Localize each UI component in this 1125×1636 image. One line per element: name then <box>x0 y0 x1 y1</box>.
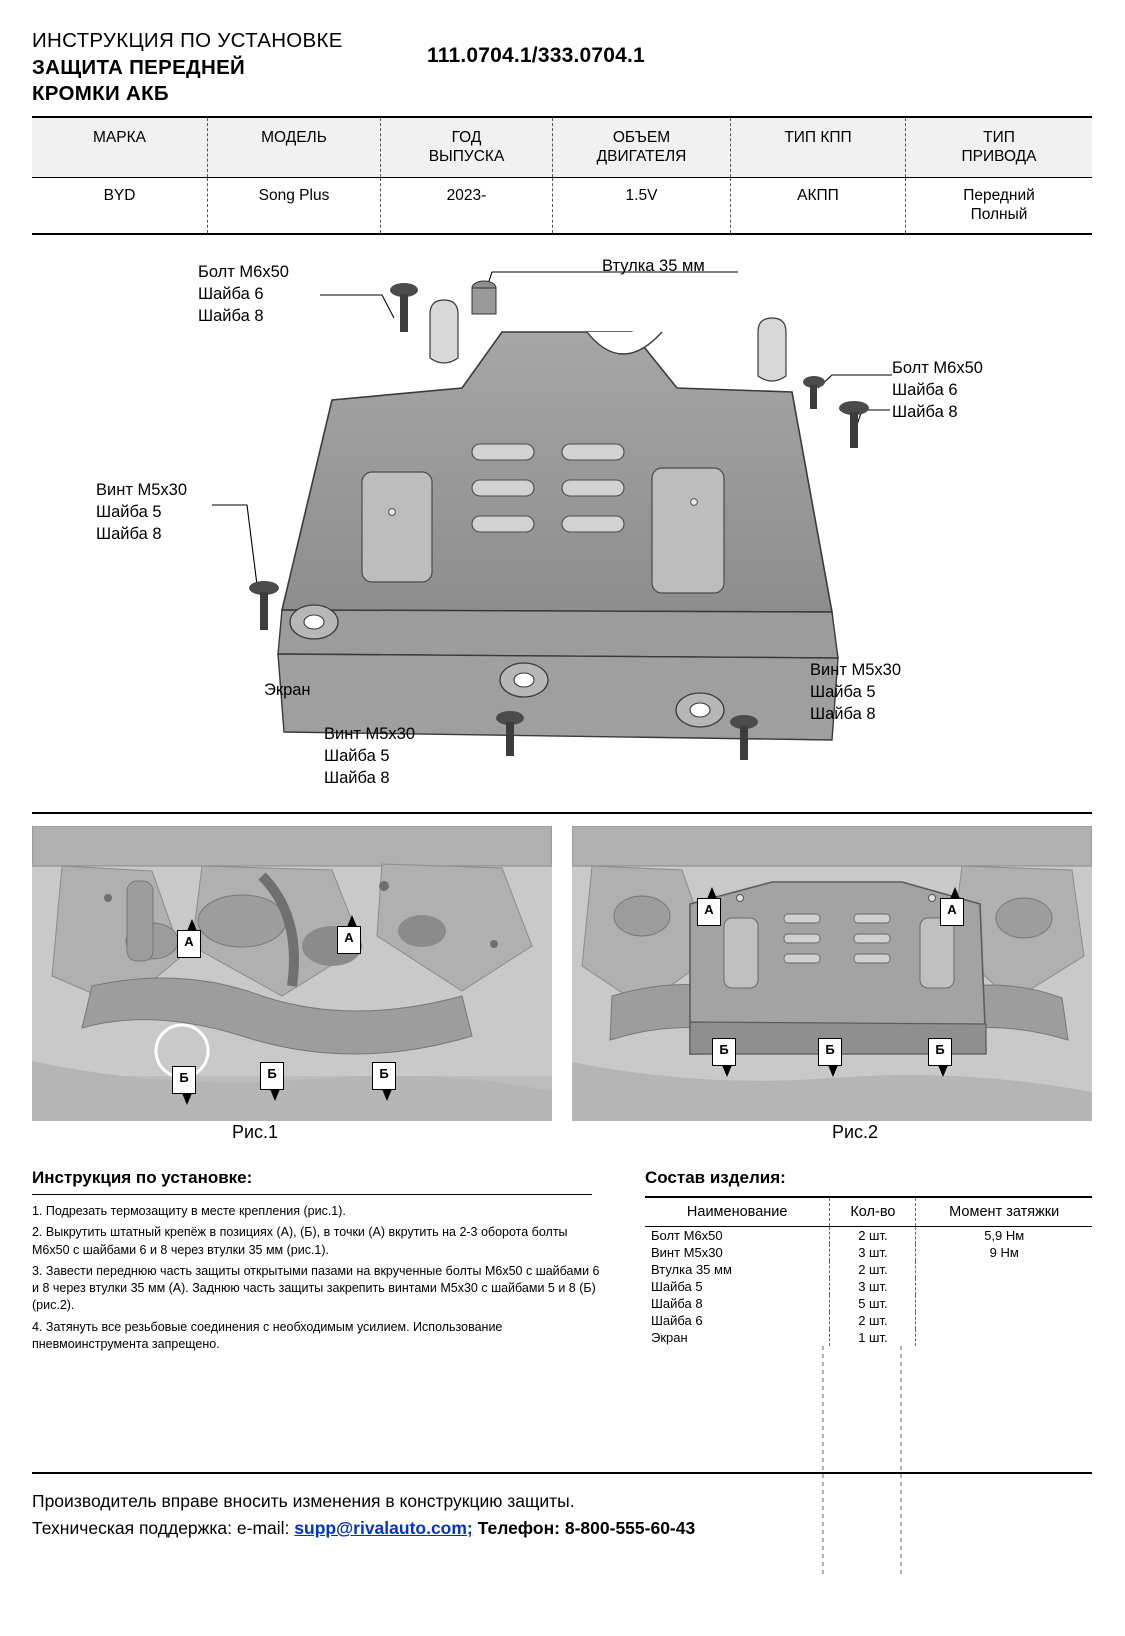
figure-2-marker-b-1: Б <box>712 1038 736 1066</box>
document-header <box>32 28 1092 108</box>
document-footer <box>32 1488 1092 1542</box>
figure-1-marker-a-1: А <box>177 930 201 958</box>
part-torque <box>916 1278 1092 1295</box>
part-torque: 9 Нм <box>916 1244 1092 1261</box>
parts-col-torque: Момент затяжки <box>916 1197 1092 1227</box>
instruction-step-3: 3. Завести переднюю часть защиты открытыми пазами на вкрученные болты M6x50 с шайбами 6 и 8 через втулки 35 мм (А). Заднюю часть защиты закрепить винтами M5x30 с шайбами 5 и 8 (Б) (рис.2). <box>32 1263 600 1313</box>
spec-value-drive: Передний Полный <box>905 178 1092 233</box>
parts-title: Состав изделия: <box>645 1168 786 1187</box>
table-row <box>645 1312 1092 1329</box>
support-email-link[interactable]: supp@rivalauto.com; <box>294 1518 473 1539</box>
installation-instructions <box>32 1168 602 1357</box>
part-torque <box>916 1312 1092 1329</box>
spec-col-engine-header: ОБЪЕМ ДВИГАТЕЛЯ <box>552 118 730 177</box>
assembly-svg <box>32 240 1092 805</box>
phone-label: Телефон: <box>477 1518 560 1539</box>
part-name: Экран <box>651 1330 688 1345</box>
figure-1-marker-b-2: Б <box>260 1062 284 1090</box>
callout-bolt-right: Болт M6x50 Шайба 6 Шайба 8 <box>892 359 983 421</box>
part-qty: 1 шт. <box>830 1329 916 1346</box>
support-label: Техническая поддержка: <box>32 1518 233 1539</box>
spec-value-transmission: АКПП <box>730 178 905 233</box>
figures-row <box>32 826 1092 1142</box>
figure-1-marker-b-1: Б <box>172 1066 196 1094</box>
table-row <box>645 1227 1092 1245</box>
spec-value-model: Song Plus <box>207 178 380 233</box>
part-qty: 3 шт. <box>830 1244 916 1261</box>
spec-col-year-header: ГОД ВЫПУСКА <box>380 118 552 177</box>
part-torque: 5,9 Нм <box>916 1227 1092 1245</box>
spec-col-transmission-header: ТИП КПП <box>730 118 905 177</box>
part-name: Болт M6x50 <box>651 1228 723 1243</box>
part-name: Шайба 5 <box>651 1279 703 1294</box>
exploded-assembly-drawing <box>32 240 1092 805</box>
callout-screen: Экран <box>264 681 311 699</box>
figure-1-photo <box>32 826 552 1121</box>
part-torque <box>916 1295 1092 1312</box>
figure-2-marker-b-3: Б <box>928 1038 952 1066</box>
spec-value-brand: BYD <box>103 186 136 204</box>
part-torque <box>916 1261 1092 1278</box>
support-phone: 8-800-555-60-43 <box>564 1518 696 1539</box>
section-divider-bottom <box>32 1472 1092 1474</box>
parts-table-header-row <box>645 1197 1092 1227</box>
part-qty: 2 шт. <box>830 1261 916 1278</box>
table-row <box>645 1329 1092 1346</box>
figure-1-caption: Рис.1 <box>232 1122 279 1142</box>
instruction-step-2: 2. Выкрутить штатный крепёж в позициях (А), (Б), в точки (А) вкрутить на 2-3 оборота болты M6x50 с шайбами 6 и 8 через втулки 35 мм (рис.1). <box>32 1225 568 1257</box>
callout-screw-left: Винт M5x30 Шайба 5 Шайба 8 <box>96 481 187 543</box>
section-divider-top <box>32 812 1092 814</box>
part-qty: 2 шт. <box>830 1227 916 1245</box>
instruction-step-4: 4. Затянуть все резьбовые соединения с необходимым усилием. Использование пневмоинструмента запрещено. <box>32 1319 503 1351</box>
part-name: Винт M5x30 <box>651 1245 723 1260</box>
spec-col-drive-header: ТИП ПРИВОДА <box>905 118 1092 177</box>
title-line-1: ИНСТРУКЦИЯ ПО УСТАНОВКЕ <box>32 29 343 52</box>
email-label: e-mail: <box>236 1518 290 1539</box>
table-row <box>645 1295 1092 1312</box>
instruction-step-1: 1. Подрезать термозащиту в месте крепления (рис.1). <box>32 1204 346 1218</box>
figure-2-marker-a-1: А <box>697 898 721 926</box>
footer-support <box>32 1515 1092 1542</box>
table-row <box>645 1244 1092 1261</box>
figure-2-marker-b-2: Б <box>818 1038 842 1066</box>
callout-screw-bottom-center: Винт M5x30 Шайба 5 Шайба 8 <box>324 725 415 787</box>
callout-bolt-left: Болт M6x50 Шайба 6 Шайба 8 <box>198 263 289 325</box>
figure-2-photo <box>572 826 1092 1121</box>
title-line-2: ЗАЩИТА ПЕРЕДНЕЙ <box>32 55 246 79</box>
parts-col-name: Наименование <box>645 1197 830 1227</box>
parts-col-qty: Кол-во <box>830 1197 916 1227</box>
title-line-3: КРОМКИ АКБ <box>32 82 169 106</box>
spec-table-value-row <box>32 178 1092 235</box>
parts-table <box>645 1196 1092 1346</box>
instructions-title: Инструкция по установке: <box>32 1168 253 1187</box>
figure-1-marker-b-3: Б <box>372 1062 396 1090</box>
part-qty: 5 шт. <box>830 1295 916 1312</box>
spec-col-brand-header: МАРКА <box>93 129 146 146</box>
vehicle-spec-table <box>32 116 1092 235</box>
spec-table-header-row <box>32 116 1092 178</box>
part-torque <box>916 1329 1092 1346</box>
part-name: Шайба 8 <box>651 1296 703 1311</box>
callout-sleeve-top: Втулка 35 мм <box>602 257 705 275</box>
instructions-divider <box>32 1194 592 1195</box>
figure-2-caption: Рис.2 <box>832 1122 879 1142</box>
product-code: 111.0704.1/333.0704.1 <box>427 44 645 67</box>
spec-col-model-header: МОДЕЛЬ <box>207 118 380 177</box>
figure-2-marker-a-2: А <box>940 898 964 926</box>
part-name: Втулка 35 мм <box>651 1262 732 1277</box>
part-name: Шайба 6 <box>651 1313 703 1328</box>
spec-value-year: 2023- <box>380 178 552 233</box>
table-row <box>645 1261 1092 1278</box>
figure-1-marker-a-2: А <box>337 926 361 954</box>
parts-table-dashed-extension <box>645 1346 1092 1578</box>
part-qty: 2 шт. <box>830 1312 916 1329</box>
spec-value-engine: 1.5V <box>552 178 730 233</box>
figure-1-svg <box>32 826 552 1121</box>
callout-screw-right: Винт M5x30 Шайба 5 Шайба 8 <box>810 661 901 723</box>
footer-disclaimer: Производитель вправе вносить изменения в конструкцию защиты. <box>32 1491 575 1511</box>
part-qty: 3 шт. <box>830 1278 916 1295</box>
table-row <box>645 1278 1092 1295</box>
